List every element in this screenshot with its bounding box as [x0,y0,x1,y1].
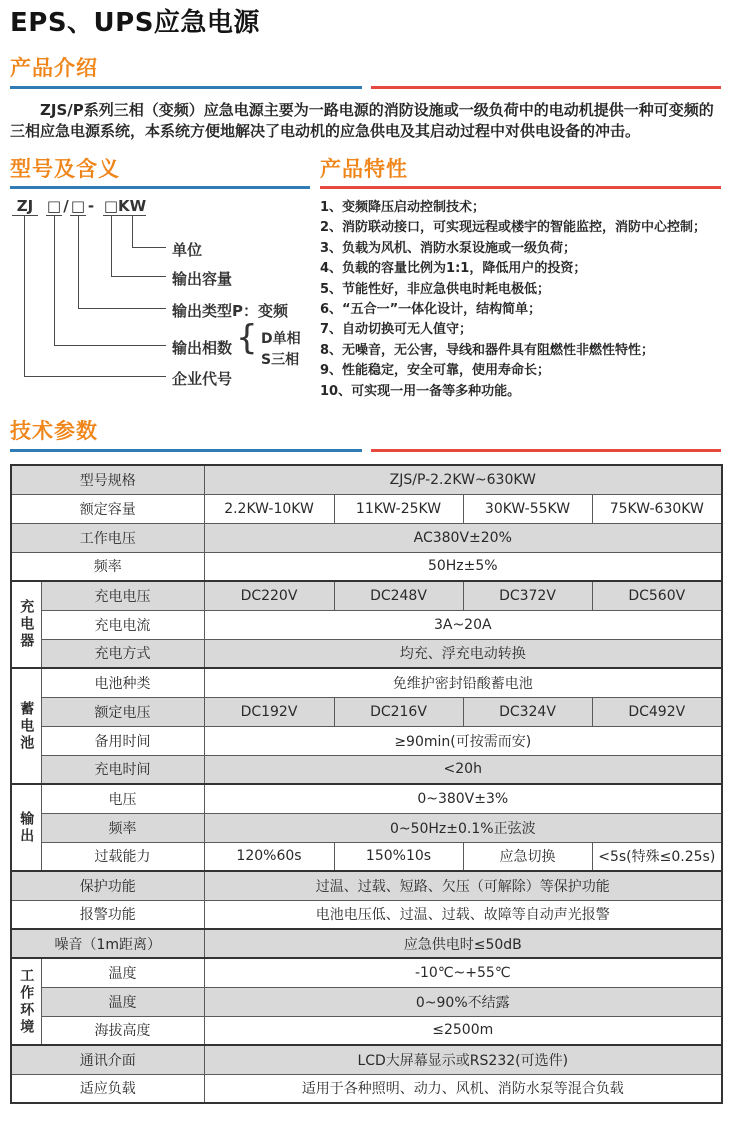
spec-value-cell: 30KW-55KW [463,494,592,523]
spec-row [11,668,722,697]
model-box-capacity: □ [103,197,119,215]
spec-value-cell: 0~50Hz±0.1%正弦波 [204,813,722,842]
spec-row [11,987,722,1016]
spec-label-cell: 温度 [41,958,204,987]
model-box-phase: □ [46,197,62,215]
spec-label-cell: 过载能力 [41,842,204,871]
model-suffix: KW [118,197,147,215]
model-separator-dash: - [87,197,95,215]
spec-value-cell: DC492V [592,697,722,726]
spec-label-cell: 报警功能 [11,900,204,929]
specs-table-body [11,465,722,1103]
spec-value-cell: <5s(特殊≤0.25s) [592,842,722,871]
spec-row [11,1016,722,1045]
intro-heading-rule [10,86,721,89]
spec-value-cell: 免维护密封铅酸蓄电池 [204,668,722,697]
features-list [320,198,721,402]
spec-row [11,813,722,842]
feature-item: 7、自动切换可无人值守； [320,322,473,338]
spec-label-cell: 电压 [41,784,204,813]
spec-row [11,523,722,552]
spec-value-cell: 均充、浮充电动转换 [204,639,722,668]
spec-row [11,784,722,813]
spec-value-cell: DC248V [334,581,463,610]
feature-item: 4、负载的容量比例为1:1，降低用户的投资； [320,261,587,277]
spec-label-cell: 频率 [41,813,204,842]
feature-item: 10、可实现一用一备等多种功能。 [320,383,521,399]
spec-label-cell: 备用时间 [41,726,204,755]
spec-label-cell: 工作电压 [11,523,204,552]
section-heading-features: 产品特性 [320,157,408,181]
spec-value-cell: 2.2KW-10KW [204,494,334,523]
spec-value-cell: 适用于各种照明、动力、风机、消防水泵等混合负载 [204,1074,722,1103]
spec-row [11,726,722,755]
spec-label-cell: 适应负载 [11,1074,204,1103]
spec-row [11,639,722,668]
spec-label-cell: 温度 [41,987,204,1016]
specs-heading-rule [10,449,721,452]
spec-value-cell: 11KW-25KW [334,494,463,523]
feature-item: 1、变频降压启动控制技术； [320,200,486,215]
callout-phases: 输出相数 [172,339,233,357]
spec-label-cell: 通讯介面 [11,1045,204,1074]
spec-label-cell: 频率 [11,552,204,581]
spec-value-cell: DC216V [334,697,463,726]
section-heading-model: 型号及含义 [10,157,120,181]
spec-row [11,842,722,871]
spec-label-cell: 充电时间 [41,755,204,784]
model-column [10,156,320,402]
callout-unit: 单位 [172,241,203,259]
spec-row [11,871,722,900]
spec-value-cell: 3A~20A [204,610,722,639]
rule-red-segment [371,449,721,452]
rule-red-segment [320,186,721,189]
section-heading-specs: 技术参数 [10,419,98,444]
spec-label-cell: 额定电压 [41,697,204,726]
spec-row [11,697,722,726]
model-box-type: □ [70,197,86,215]
spec-value-cell: 0~90%不结露 [204,987,722,1016]
specs-table [10,464,723,1104]
feature-item: 9、性能稳定，安全可靠，使用寿命长； [320,363,551,379]
spec-label-cell: 噪音（1m距离） [11,929,204,958]
intro-paragraph: ZJS/P系列三相（变频）应急电源主要为一路电源的消防设施或一级负荷中的电动机提供一种可变频的三相应急电源系统，本系统方便地解决了电动机的应急供电及其启动过程中对供电设备的冲击。 [10,101,714,140]
spec-row [11,610,722,639]
model-and-features-row [10,156,721,402]
spec-group-cell: 输出 [11,784,41,871]
spec-row [11,958,722,987]
spec-value-cell: <20h [204,755,722,784]
spec-label-cell: 电池种类 [41,668,204,697]
spec-label-cell: 充电电压 [41,581,204,610]
spec-row [11,552,722,581]
spec-group-cell: 工作环境 [11,958,41,1045]
features-heading-rule [320,186,721,189]
spec-label-cell: 保护功能 [11,871,204,900]
rule-blue-segment [10,86,362,89]
spec-value-cell: DC372V [463,581,592,610]
spec-value-cell: 150%10s [334,842,463,871]
feature-item: 5、节能性好，非应急供电时耗电极低； [320,281,551,297]
spec-value-cell: 75KW-630KW [592,494,722,523]
section-heading-intro: 产品介绍 [10,56,98,80]
model-separator-slash: / [63,197,69,215]
spec-value-cell: 50Hz±5% [204,552,722,581]
page-title: EPS、UPS应急电源 [10,8,260,38]
rule-blue-segment [10,449,362,452]
rule-blue-segment [10,186,310,189]
spec-value-cell: ≥90min(可按需而安) [204,726,722,755]
spec-value-cell: -10℃~+55℃ [204,958,722,987]
spec-group-cell: 充电器 [11,581,41,668]
spec-value-cell: DC220V [204,581,334,610]
spec-value-cell: 120%60s [204,842,334,871]
spec-row [11,465,722,494]
spec-value-cell: DC560V [592,581,722,610]
spec-row [11,929,722,958]
model-code-diagram [10,197,320,399]
spec-row [11,1074,722,1103]
callout-company: 企业代号 [172,370,233,388]
features-column [320,156,721,402]
callout-phase-s: S三相 [261,352,300,368]
spec-label-cell: 充电方式 [41,639,204,668]
callout-phase-d: D单相 [261,331,301,347]
model-prefix: ZJ [12,197,38,216]
spec-row [11,494,722,523]
spec-row [11,755,722,784]
spec-value-cell: 0~380V±3% [204,784,722,813]
spec-group-cell: 蓄电池 [11,668,41,784]
spec-value-cell: 应急切换 [463,842,592,871]
spec-row [11,900,722,929]
spec-value-cell: AC380V±20% [204,523,722,552]
spec-label-cell: 海拔高度 [41,1016,204,1045]
connector-company [24,216,166,377]
spec-label-cell: 充电电流 [41,610,204,639]
spec-value-cell: DC192V [204,697,334,726]
feature-item: 2、消防联动接口，可实现远程或楼宇的智能监控，消防中心控制； [320,220,707,236]
feature-item: 3、负载为风机、消防水泵设施或一级负荷； [320,240,577,256]
callout-type: 输出类型P：变频 [172,302,288,320]
spec-value-cell: DC324V [463,697,592,726]
callout-capacity: 输出容量 [172,270,233,288]
spec-value-cell: ≤2500m [204,1016,722,1045]
spec-value-cell: ZJS/P-2.2KW~630KW [204,465,722,494]
brace-glyph: { [236,318,258,358]
spec-value-cell: LCD大屏幕显示或RS232(可选件) [204,1045,722,1074]
feature-item: 8、无噪音，无公害，导线和器件具有阻燃性非燃性特性； [320,342,655,358]
spec-row [11,581,722,610]
feature-item: 6、“五合一”一体化设计，结构简单； [320,302,542,318]
model-heading-rule [10,186,320,189]
spec-label-cell: 型号规格 [11,465,204,494]
spec-label-cell: 额定容量 [11,494,204,523]
spec-row [11,1045,722,1074]
rule-red-segment [371,86,721,89]
spec-value-cell: 电池电压低、过温、过载、故障等自动声光报警 [204,900,722,929]
spec-value-cell: 应急供电时≤50dB [204,929,722,958]
spec-value-cell: 过温、过载、短路、欠压（可解除）等保护功能 [204,871,722,900]
